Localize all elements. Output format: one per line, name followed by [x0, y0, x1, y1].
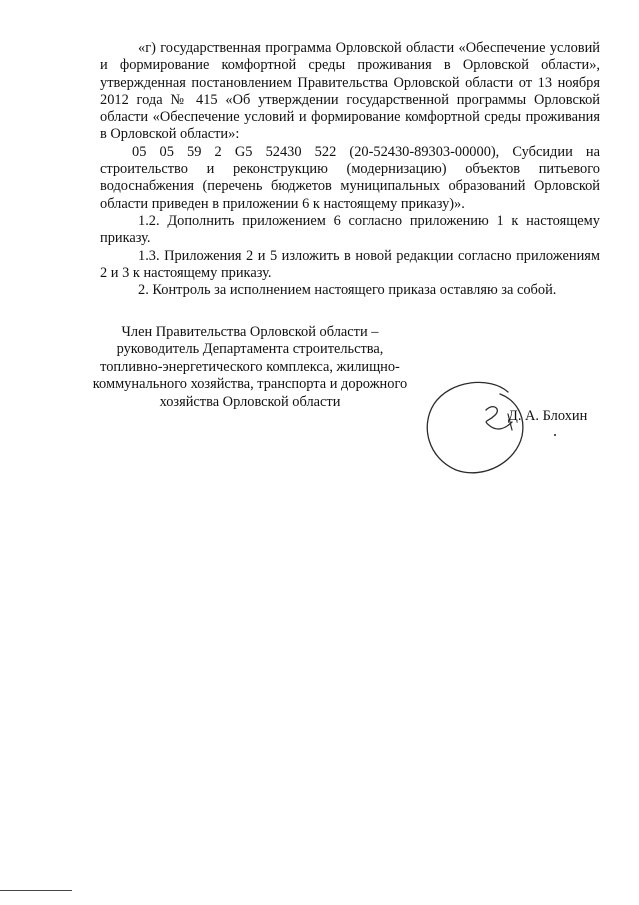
- signatory-position: [90, 324, 410, 411]
- position-line: Член Правительства Орловской области –: [121, 324, 379, 340]
- position-line: руководитель Департамента строительства,: [116, 341, 384, 358]
- position-line: коммунального хозяйства, транспорта и дорожного: [92, 376, 408, 393]
- signature-stroke: [427, 382, 523, 472]
- paragraph-item-1-2: 1.2. Дополнить приложением 6 согласно приложению 1 к настоящему приказу.: [100, 212, 600, 247]
- position-line: топливно-энергетического комплекса, жилищно-: [100, 358, 400, 375]
- document-body: [100, 40, 600, 299]
- scan-speck: [554, 434, 556, 436]
- page-edge-line: [0, 890, 72, 891]
- handwritten-signature: [420, 370, 530, 480]
- paragraph-item-2: 2. Контроль за исполнением настоящего приказа оставляю за собой.: [138, 282, 557, 299]
- signer-name: Д. А. Блохин: [508, 408, 588, 424]
- paragraph-budget-code: 05 05 59 2 G5 52430 522 (20-52430-89303-00000), Субсидии на строительство и реконструкцию (модернизацию) объектов питьевого водоснабжения (перечень бюджетов муниципальных образований Орловской области приведен в приложении 6 к настоящему приказу)».: [100, 143, 600, 212]
- position-line: хозяйства Орловской области: [159, 393, 341, 410]
- paragraph-program: «г) государственная программа Орловской области «Обеспечение условий и формирование комфортной среды проживания в Орловской области», утвержденная постановлением Правительства Орловской области от 13 ноября 2012 года № 415 «Об утверждении государственной программы Орловской области «Обеспечение условий и формирование комфортной среды проживания в Орловской области»:: [100, 40, 600, 143]
- paragraph-item-1-3: 1.3. Приложения 2 и 5 изложить в новой редакции согласно приложениям 2 и 3 к настоящему приказу.: [100, 247, 600, 281]
